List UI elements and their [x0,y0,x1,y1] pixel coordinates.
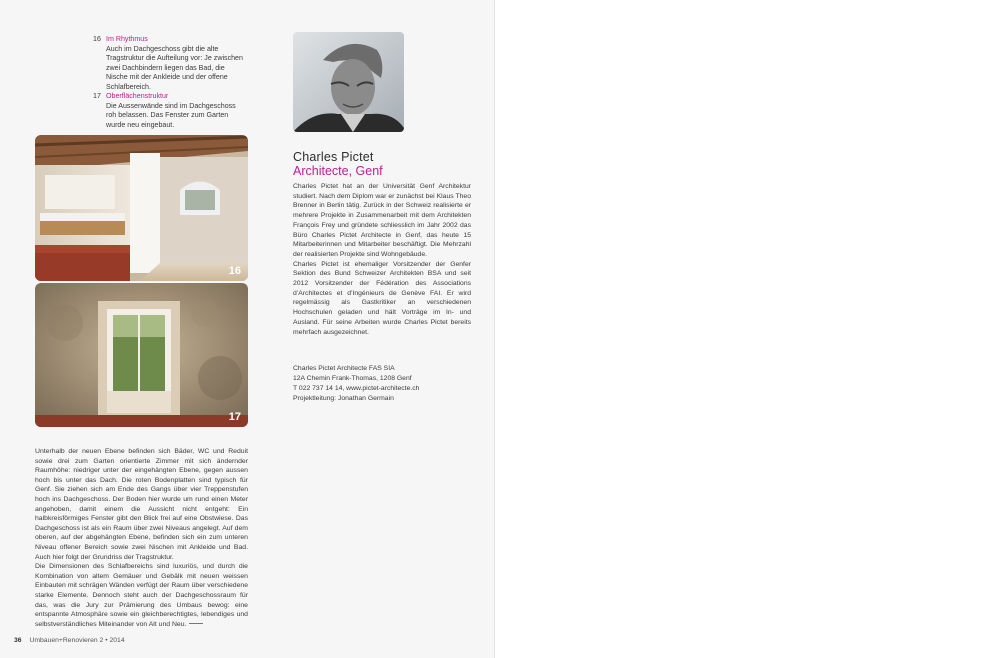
architect-name: Charles Pictet [293,150,374,164]
photo-captions [93,35,243,130]
caption-text: Auch im Dachgeschoss gibt die alte Tragstruktur die Aufteilung vor: Je zwischen zwei Dachbindern liegen das Bad, die Nische mit der Ankleide und der offene Schlafbereich. [106,44,243,91]
article-paragraph: Die Dimensionen des Schlafbereichs sind luxuriös, und durch die Kombination von altem Gemäuer und Gebälk mit neuen weissen Einbauten mit schrägen Wänden verfügt der Raum über verschiedene starke Elemente. Dennoch steht auch der Dachgeschossraum für das, was die Jury zur Prämierung des Umbaus bewog: eine entspannte Atmosphäre sowie ein gleichberechtigtes, lebendiges und selbstverständliches Miteinander von Alt und Neu. [35,563,248,628]
page-footer [14,637,125,644]
caption-17 [93,92,243,130]
contact-block [293,364,419,404]
bio-paragraph: Charles Pictet ist ehemaliger Vorsitzender der Genfer Sektion des Bund Schweizer Architekten BSA und seit 2012 Vorsitzender der Fédération des Associations d’Architectes et d’Ingénieurs de Genève FAI. Er wird regelmässig als Gastkritiker an verschiedenen Hochschulen geladen und hält Vorträge im In- und Ausland. Für seine Arbeiten wurde Charles Pictet bereits mehrfach ausgezeichnet. [293,260,471,336]
article-body [35,447,248,629]
firm-name: Charles Pictet Architecte FAS SIA [293,365,395,372]
portrait-photo [293,32,404,132]
magazine-page [0,0,495,658]
photo-number: 17 [228,411,241,423]
project-lead: Projektleitung: Jonathan Germain [293,395,394,403]
caption-number: 17 [93,92,101,101]
architect-bio [293,182,471,337]
window-photo [35,283,248,427]
article-paragraph: Unterhalb der neuen Ebene befinden sich Bäder, WC und Reduit sowie drei zum Garten orientierte Zimmer mit sich ändernder Raumhöhe: niedriger unter der eingehängten Ebene, gegen aussen hoch bis unter das Dach. Die roten Bodenplatten sind typisch für Genf. Sie ziehen sich am Ende des Gangs über vier Treppenstufen hoch ins Dachgeschoss. Der Boden hier wurde um rund einen Meter angehoben, damit einem die Aussicht nicht entgeht: Ein halbkreisförmiges Fenster gibt den Blick frei auf eine Obstwiese. Das Dachgeschoss ist als ein Raum über zwei Niveaus angelegt. Auf dem oberen, auf der abgehängten Ebene, befinden sich ein zum unteren Niveau offener Bereich sowie zwei Nischen mit Ankleide und Bad. Auch hier folgt der Grundriss der Tragstruktur. [35,448,248,561]
firm-phone-web: T 022 737 14 14, www.pictet-architecte.ch [293,385,420,393]
publication-name: Umbauen+Renovieren 2 • 2014 [29,637,125,644]
bathroom-photo [35,135,248,281]
architect-subtitle: Architecte, Genf [293,164,383,178]
caption-text: Die Aussenwände sind im Dachgeschoss roh belassen. Das Fenster zum Garten wurde neu eingebaut. [106,101,236,129]
caption-title: Im Rhythmus [106,35,148,43]
photo-number: 16 [228,265,241,277]
end-dash [189,623,203,624]
caption-16 [93,35,243,92]
page-number: 36 [14,637,22,644]
bio-paragraph: Charles Pictet hat an der Universität Genf Architektur studiert. Nach dem Diplom war er zunächst bei Klaus Theo Brenner in Berlin tätig. Zurück in der Schweiz realisierte er mehrere Projekte in Zusammenarbeit mit dem Architekten François Frey und gründete schliesslich im Jahr 2002 das Büro Charles Pictet Architecte in Genf, das heute 15 Mitarbeiterinnen und Mitarbeiter beschäftigt. Die Mehrzahl der realisierten Projekte sind Wohngebäude. [293,183,471,258]
caption-number: 16 [93,35,101,43]
firm-address: 12A Chemin Frank-Thomas, 1208 Genf [293,375,412,383]
caption-title: Oberflächenstruktur [106,92,169,101]
